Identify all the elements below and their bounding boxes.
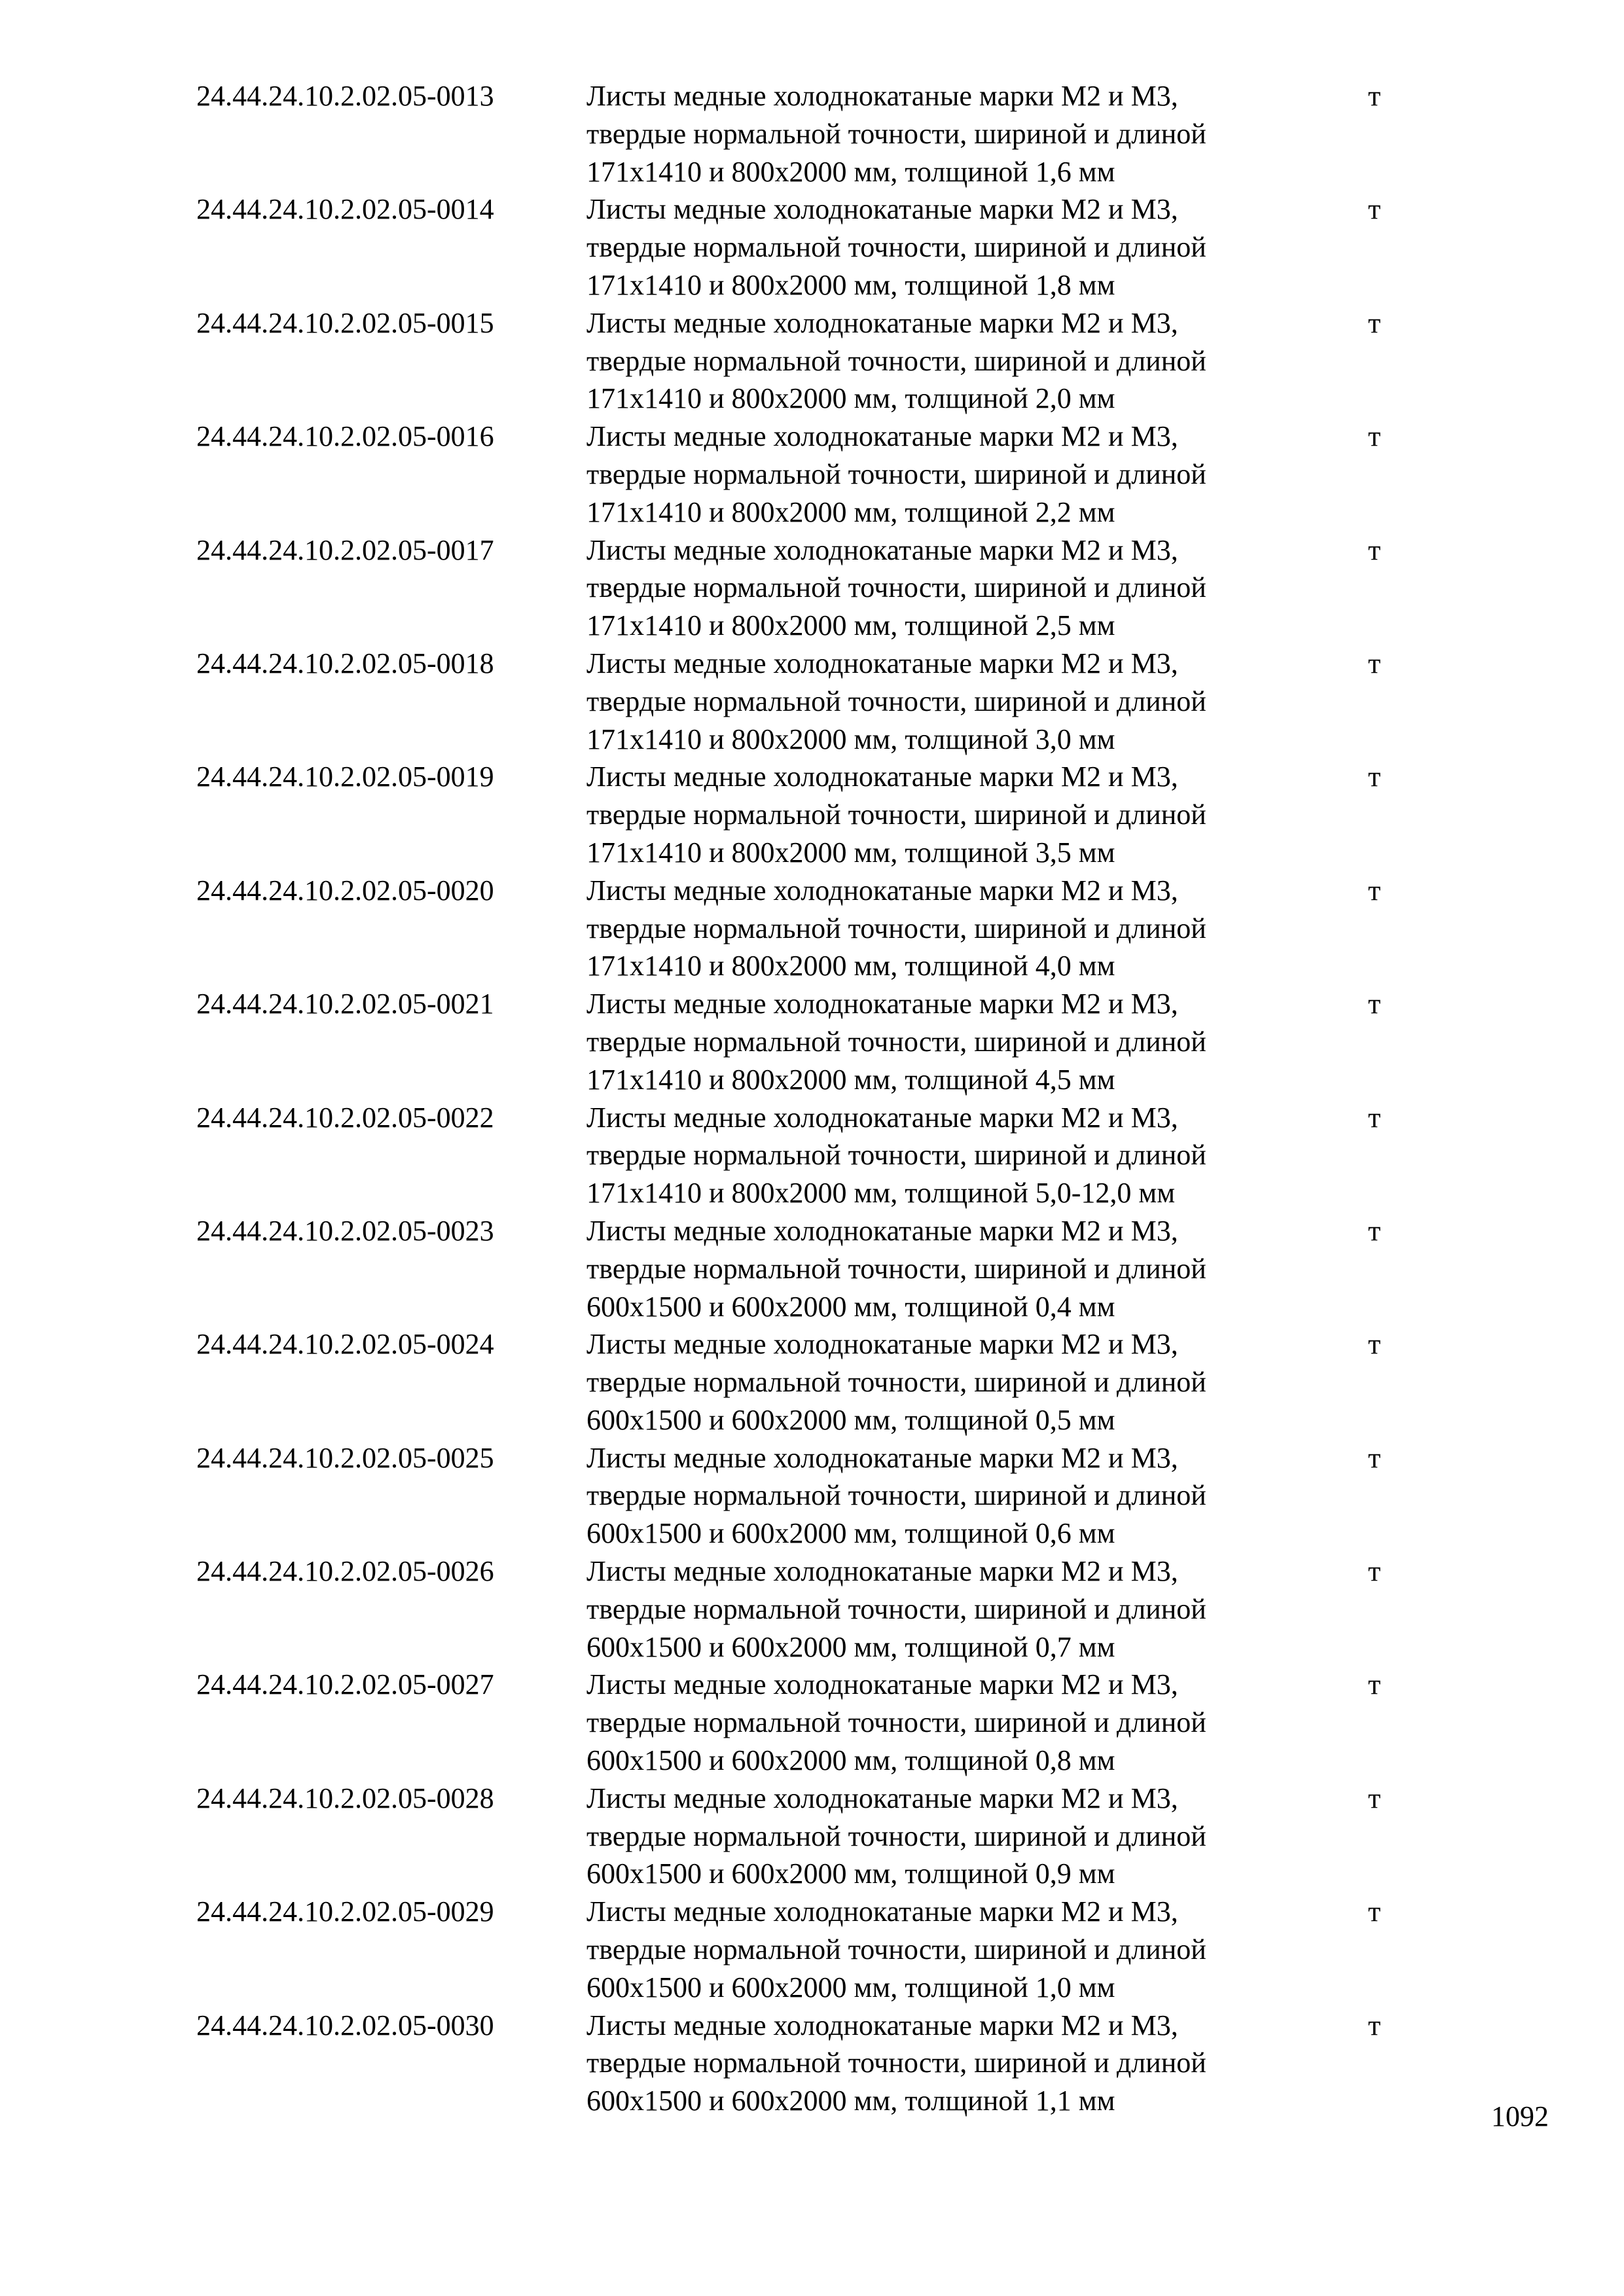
description-line: твердые нормальной точности, шириной и длиной <box>586 571 1206 604</box>
resource-code: 24.44.24.10.2.02.05-0024 <box>196 1328 494 1361</box>
description-line: 171x1410 и 800x2000 мм, толщиной 5,0-12,0 мм <box>586 1177 1176 1210</box>
resource-code: 24.44.24.10.2.02.05-0013 <box>196 80 494 112</box>
unit-of-measure: т <box>1368 988 1381 1020</box>
table-row <box>196 190 1453 304</box>
table-row <box>196 1099 1453 1212</box>
description-line: Листы медные холоднокатаные марки М2 и М3, <box>586 1782 1178 1814</box>
description-line: твердые нормальной точности, шириной и длиной <box>586 1592 1206 1625</box>
resource-code: 24.44.24.10.2.02.05-0014 <box>196 193 494 226</box>
description-line: твердые нормальной точности, шириной и длиной <box>586 231 1206 264</box>
description-line: 171x1410 и 800x2000 мм, толщиной 3,0 мм <box>586 723 1115 755</box>
resource-code: 24.44.24.10.2.02.05-0018 <box>196 647 494 679</box>
description-line: твердые нормальной точности, шириной и длиной <box>586 457 1206 490</box>
table-row <box>196 758 1453 871</box>
description-line: 171x1410 и 800x2000 мм, толщиной 3,5 мм <box>586 836 1115 869</box>
description-line: твердые нормальной точности, шириной и длиной <box>586 798 1206 831</box>
resource-code: 24.44.24.10.2.02.05-0028 <box>196 1782 494 1814</box>
resource-code: 24.44.24.10.2.02.05-0017 <box>196 533 494 566</box>
resource-description <box>586 77 1206 190</box>
unit-of-measure: т <box>1368 874 1381 906</box>
resource-description <box>586 872 1206 985</box>
table-row <box>196 1552 1453 1666</box>
unit-of-measure: т <box>1368 1101 1381 1134</box>
table-row <box>196 418 1453 531</box>
description-line: 171x1410 и 800x2000 мм, толщиной 4,5 мм <box>586 1063 1115 1096</box>
resource-description <box>586 1893 1206 2006</box>
unit-of-measure: т <box>1368 2009 1381 2041</box>
table-row <box>196 2007 1453 2120</box>
page-number: 1092 <box>1491 2100 1549 2132</box>
description-line: твердые нормальной точности, шириной и длиной <box>586 1252 1206 1285</box>
table-row <box>196 1439 1453 1552</box>
description-line: 171x1410 и 800x2000 мм, толщиной 1,8 мм <box>586 268 1115 301</box>
description-line: 600x1500 и 600x2000 мм, толщиной 0,4 мм <box>586 1290 1115 1323</box>
resource-description <box>586 1780 1206 1893</box>
unit-of-measure: т <box>1368 1214 1381 1247</box>
table-row <box>196 304 1453 418</box>
resource-description <box>586 1099 1206 1212</box>
description-line: Листы медные холоднокатаные марки М2 и М3, <box>586 1214 1178 1247</box>
description-line: твердые нормальной точности, шириной и длиной <box>586 1706 1206 1739</box>
table-row <box>196 1666 1453 1779</box>
table-row <box>196 1325 1453 1439</box>
resource-code: 24.44.24.10.2.02.05-0019 <box>196 761 494 793</box>
resource-description <box>586 985 1206 1098</box>
description-line: Листы медные холоднокатаные марки М2 и М3, <box>586 1328 1178 1361</box>
description-line: твердые нормальной точности, шириной и длиной <box>586 1025 1206 1058</box>
description-line: 171x1410 и 800x2000 мм, толщиной 2,0 мм <box>586 382 1115 415</box>
description-line: твердые нормальной точности, шириной и длиной <box>586 1366 1206 1399</box>
resource-description <box>586 1212 1206 1325</box>
resource-description <box>586 1439 1206 1552</box>
resource-description <box>586 2007 1206 2120</box>
description-line: 171x1410 и 800x2000 мм, толщиной 4,0 мм <box>586 950 1115 982</box>
unit-of-measure: т <box>1368 533 1381 566</box>
description-line: твердые нормальной точности, шириной и длиной <box>586 1820 1206 1852</box>
table-row <box>196 1212 1453 1325</box>
unit-of-measure: т <box>1368 761 1381 793</box>
description-line: твердые нормальной точности, шириной и длиной <box>586 1933 1206 1966</box>
description-line: твердые нормальной точности, шириной и длиной <box>586 1479 1206 1512</box>
description-line: 171x1410 и 800x2000 мм, толщиной 1,6 мм <box>586 155 1115 188</box>
description-line: твердые нормальной точности, шириной и длиной <box>586 685 1206 717</box>
table-row <box>196 985 1453 1098</box>
resource-code: 24.44.24.10.2.02.05-0030 <box>196 2009 494 2041</box>
price-list-table <box>196 77 1453 2120</box>
resource-code: 24.44.24.10.2.02.05-0021 <box>196 988 494 1020</box>
unit-of-measure: т <box>1368 193 1381 226</box>
resource-code: 24.44.24.10.2.02.05-0029 <box>196 1895 494 1928</box>
description-line: Листы медные холоднокатаные марки М2 и М3, <box>586 1895 1178 1928</box>
description-line: 600x1500 и 600x2000 мм, толщиной 0,7 мм <box>586 1630 1115 1663</box>
unit-of-measure: т <box>1368 647 1381 679</box>
resource-code: 24.44.24.10.2.02.05-0016 <box>196 420 494 453</box>
unit-of-measure: т <box>1368 1328 1381 1361</box>
resource-description <box>586 304 1206 418</box>
unit-of-measure: т <box>1368 1782 1381 1814</box>
resource-code: 24.44.24.10.2.02.05-0026 <box>196 1555 494 1588</box>
description-line: Листы медные холоднокатаные марки М2 и М3, <box>586 193 1178 226</box>
description-line: 600x1500 и 600x2000 мм, толщиной 0,5 мм <box>586 1403 1115 1436</box>
unit-of-measure: т <box>1368 80 1381 112</box>
unit-of-measure: т <box>1368 306 1381 339</box>
description-line: твердые нормальной точности, шириной и длиной <box>586 1139 1206 1172</box>
description-line: 600x1500 и 600x2000 мм, толщиной 0,8 мм <box>586 1744 1115 1777</box>
table-row <box>196 1780 1453 1893</box>
table-row <box>196 77 1453 190</box>
description-line: твердые нормальной точности, шириной и длиной <box>586 912 1206 944</box>
description-line: Листы медные холоднокатаные марки М2 и М3, <box>586 1101 1178 1134</box>
unit-of-measure: т <box>1368 1441 1381 1474</box>
resource-code: 24.44.24.10.2.02.05-0027 <box>196 1668 494 1701</box>
description-line: Листы медные холоднокатаные марки М2 и М3, <box>586 761 1178 793</box>
table-row <box>196 1893 1453 2006</box>
description-line: Листы медные холоднокатаные марки М2 и М3, <box>586 420 1178 453</box>
description-line: Листы медные холоднокатаные марки М2 и М3, <box>586 1668 1178 1701</box>
table-row <box>196 872 1453 985</box>
description-line: Листы медные холоднокатаные марки М2 и М3, <box>586 80 1178 112</box>
table-row <box>196 645 1453 758</box>
description-line: твердые нормальной точности, шириной и длиной <box>586 2047 1206 2079</box>
resource-description <box>586 758 1206 871</box>
description-line: Листы медные холоднокатаные марки М2 и М3, <box>586 306 1178 339</box>
description-line: Листы медные холоднокатаные марки М2 и М3, <box>586 1441 1178 1474</box>
description-line: твердые нормальной точности, шириной и длиной <box>586 117 1206 150</box>
table-row <box>196 531 1453 645</box>
resource-description <box>586 1666 1206 1779</box>
description-line: Листы медные холоднокатаные марки М2 и М3, <box>586 874 1178 906</box>
resource-code: 24.44.24.10.2.02.05-0020 <box>196 874 494 906</box>
description-line: твердые нормальной точности, шириной и длиной <box>586 344 1206 377</box>
unit-of-measure: т <box>1368 1895 1381 1928</box>
unit-of-measure: т <box>1368 1668 1381 1701</box>
resource-code: 24.44.24.10.2.02.05-0023 <box>196 1214 494 1247</box>
unit-of-measure: т <box>1368 420 1381 453</box>
resource-description <box>586 190 1206 304</box>
resource-description <box>586 531 1206 645</box>
description-line: 600x1500 и 600x2000 мм, толщиной 0,9 мм <box>586 1857 1115 1890</box>
description-line: Листы медные холоднокатаные марки М2 и М3, <box>586 647 1178 679</box>
unit-of-measure: т <box>1368 1555 1381 1588</box>
description-line: Листы медные холоднокатаные марки М2 и М3, <box>586 2009 1178 2041</box>
description-line: 171x1410 и 800x2000 мм, толщиной 2,5 мм <box>586 609 1115 642</box>
description-line: Листы медные холоднокатаные марки М2 и М3, <box>586 533 1178 566</box>
description-line: Листы медные холоднокатаные марки М2 и М3, <box>586 1555 1178 1588</box>
description-line: 600x1500 и 600x2000 мм, толщиной 1,0 мм <box>586 1971 1115 2003</box>
resource-description <box>586 1552 1206 1666</box>
description-line: Листы медные холоднокатаные марки М2 и М3, <box>586 988 1178 1020</box>
resource-description <box>586 418 1206 531</box>
description-line: 600x1500 и 600x2000 мм, толщиной 1,1 мм <box>586 2085 1115 2117</box>
resource-code: 24.44.24.10.2.02.05-0022 <box>196 1101 494 1134</box>
resource-description <box>586 1325 1206 1439</box>
resource-description <box>586 645 1206 758</box>
description-line: 171x1410 и 800x2000 мм, толщиной 2,2 мм <box>586 495 1115 528</box>
description-line: 600x1500 и 600x2000 мм, толщиной 0,6 мм <box>586 1517 1115 1550</box>
resource-code: 24.44.24.10.2.02.05-0015 <box>196 306 494 339</box>
resource-code: 24.44.24.10.2.02.05-0025 <box>196 1441 494 1474</box>
